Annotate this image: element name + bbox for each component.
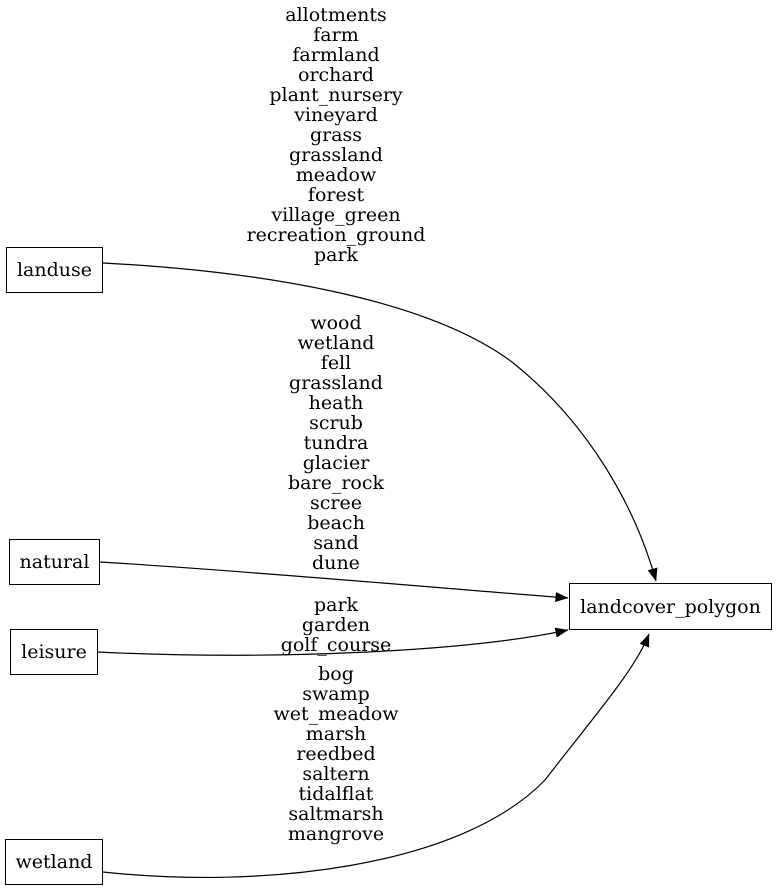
node-leisure-label: leisure (21, 641, 87, 663)
node-landcover-polygon-label: landcover_polygon (580, 595, 761, 618)
edge-label: plant_nursery (269, 84, 403, 106)
edge-label: recreation_ground (246, 224, 426, 246)
edge-label: glacier (302, 452, 370, 474)
node-natural (9, 539, 100, 585)
edge-label: village_green (271, 204, 401, 226)
edge-label: dune (312, 552, 360, 574)
edge-label: forest (307, 184, 365, 206)
edge-label: meadow (295, 164, 377, 186)
node-landuse (6, 247, 103, 293)
edge-label: park (313, 594, 359, 616)
edge-label: reedbed (296, 743, 376, 765)
edge-label: mangrove (287, 823, 385, 845)
edge-labels-leisure (196, 595, 476, 655)
node-landcover-polygon (569, 583, 772, 630)
edge-label: grass (309, 124, 363, 146)
edge-label: farmland (292, 44, 380, 66)
edge-label: park (313, 244, 359, 266)
edge-label: scrub (309, 412, 363, 434)
edge-label: heath (308, 392, 364, 414)
node-landuse-label: landuse (16, 259, 93, 281)
edge-label: grassland (289, 372, 383, 394)
node-leisure (10, 629, 98, 675)
edge-label: scree (310, 492, 362, 514)
edge-label: saltmarsh (288, 803, 384, 825)
edge-label: vineyard (294, 104, 378, 126)
edge-label: sand (313, 532, 359, 554)
edge-label: wet_meadow (273, 703, 399, 725)
node-natural-label: natural (19, 551, 90, 573)
edge-label: swamp (302, 683, 370, 705)
edge-label: wood (310, 312, 362, 334)
edge-label: saltern (302, 763, 370, 785)
edge-label: allotments (285, 4, 387, 26)
edge-label: bog (318, 663, 354, 685)
edge-labels-natural (196, 313, 476, 573)
node-wetland (5, 839, 103, 885)
edge-label: orchard (298, 64, 374, 86)
edge-label: bare_rock (288, 472, 384, 494)
edge-labels-landuse (196, 5, 476, 265)
edge-label: tidalflat (298, 783, 374, 805)
edge-labels-wetland (196, 664, 476, 844)
edge-label: golf_course (280, 634, 392, 656)
edge-label: garden (301, 614, 371, 636)
edge-label: farm (313, 24, 359, 46)
edge-label: grassland (289, 144, 383, 166)
edge-label: wetland (297, 332, 375, 354)
edge-label: fell (320, 352, 352, 374)
edge-label: beach (307, 512, 365, 534)
edge-label: marsh (305, 723, 367, 745)
node-wetland-label: wetland (15, 851, 93, 873)
edge-label: tundra (303, 432, 369, 454)
